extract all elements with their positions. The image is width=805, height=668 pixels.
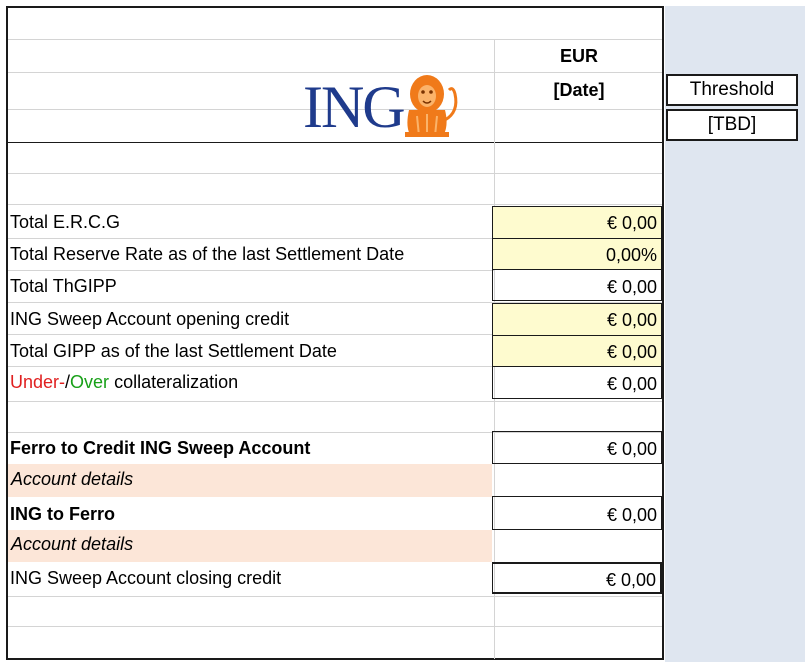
gipp-value-cell[interactable]: € 0,00	[492, 335, 662, 367]
sweep-opening-value-cell[interactable]: € 0,00	[492, 303, 662, 336]
gridline	[8, 366, 494, 367]
row-label-sweep-closing: ING Sweep Account closing credit	[10, 568, 282, 588]
gridline	[8, 39, 662, 40]
gridline	[8, 270, 494, 271]
currency-header: EUR	[559, 46, 598, 66]
gridline	[8, 142, 662, 143]
row-label-gipp: Total GIPP as of the last Settlement Date	[10, 341, 337, 361]
row-label-thgipp: Total ThGIPP	[10, 276, 117, 296]
sweep-closing-value-cell[interactable]: € 0,00	[492, 562, 662, 594]
collateralization-value-cell[interactable]: € 0,00	[492, 366, 662, 399]
reserve-rate-value-cell[interactable]: 0,00%	[492, 238, 662, 270]
collateralization-label: collateralization	[109, 372, 239, 392]
account-details-row-2[interactable]: Account details	[8, 530, 492, 562]
row-label-ercg: Total E.R.C.G	[10, 212, 121, 232]
under-label: Under-	[10, 372, 66, 392]
slash-label: /	[65, 372, 71, 392]
gridline	[8, 204, 662, 205]
thgipp-value-cell[interactable]: € 0,00	[492, 269, 662, 301]
row-label-reserve-rate: Total Reserve Rate as of the last Settlement Date	[10, 244, 405, 264]
lion-icon	[397, 70, 463, 138]
ing-logo	[303, 70, 473, 142]
ing-logo-text: ING	[303, 74, 404, 140]
row-label-sweep-opening: ING Sweep Account opening credit	[10, 309, 290, 329]
gridline	[8, 334, 494, 335]
ing-to-ferro-value-cell[interactable]: € 0,00	[492, 496, 662, 530]
gridline	[8, 596, 662, 597]
row-label-collateralization	[10, 372, 238, 392]
gridline	[8, 626, 662, 627]
date-header: [Date]	[553, 80, 605, 100]
row-label-ferro-credit: Ferro to Credit ING Sweep Account	[10, 438, 311, 458]
row-label-ing-to-ferro: ING to Ferro	[10, 504, 116, 524]
threshold-value[interactable]: [TBD]	[666, 109, 798, 141]
ferro-credit-value-cell[interactable]: € 0,00	[492, 431, 662, 464]
gridline	[8, 238, 494, 239]
gridline	[8, 401, 662, 402]
gridline	[8, 173, 662, 174]
account-details-row-1[interactable]: Account details	[8, 464, 492, 497]
over-label: Over	[70, 372, 110, 392]
ercg-value-cell[interactable]: € 0,00	[492, 206, 662, 239]
threshold-label: Threshold	[666, 74, 798, 106]
